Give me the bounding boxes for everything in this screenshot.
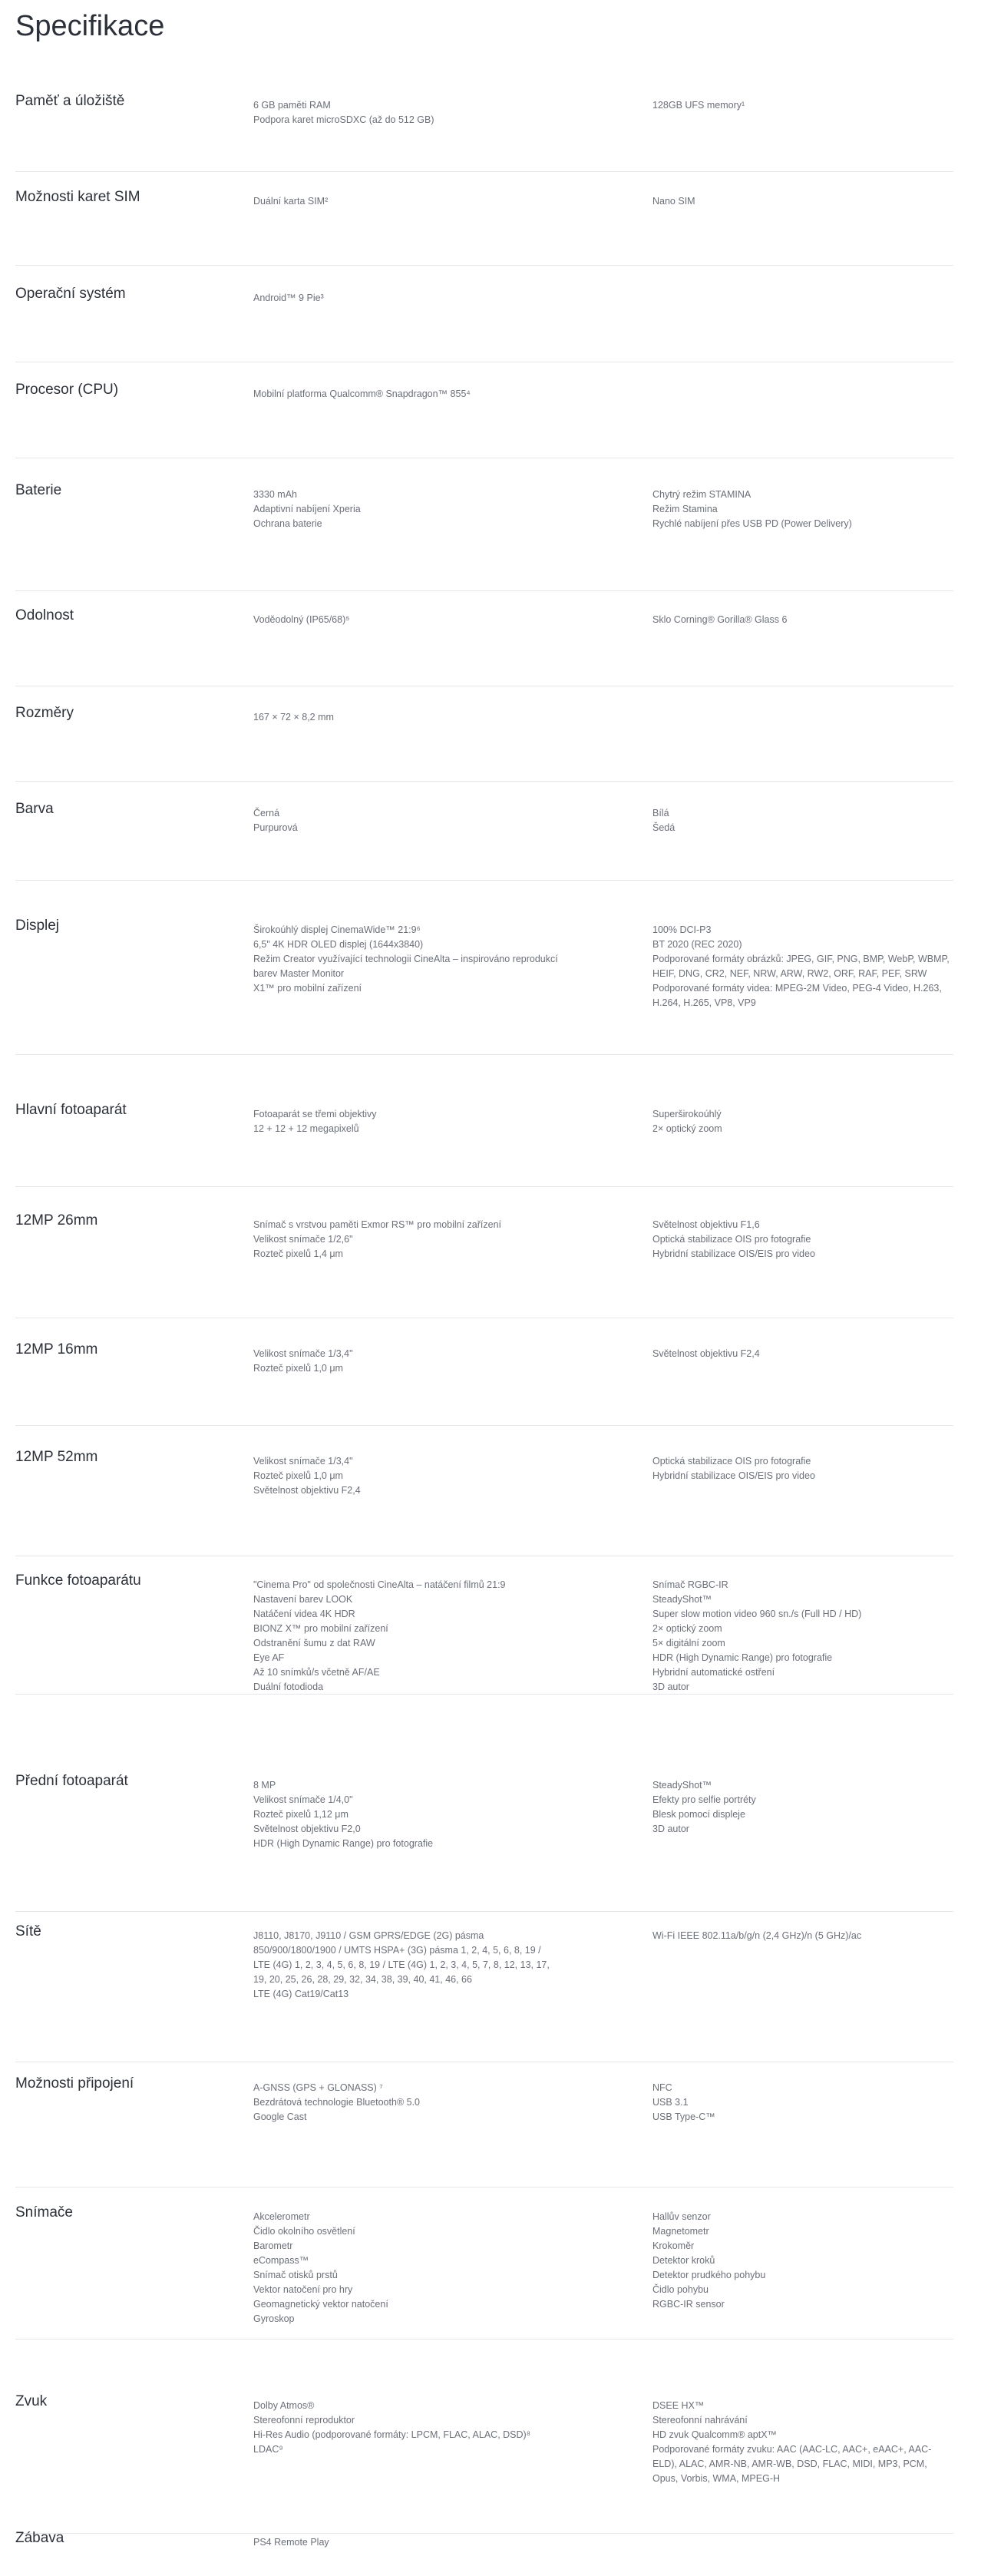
spec-label: Zvuk	[15, 2393, 48, 2409]
spec-label: Zábava	[15, 2530, 64, 2546]
spec-row-displej	[15, 915, 953, 1055]
spec-row-zvuk	[15, 2391, 953, 2534]
page-title: Specifikace	[15, 10, 165, 42]
spec-value-primary: Fotoaparát se třemi objektivy 12 + 12 + 12 megapixelů	[253, 1109, 377, 1134]
spec-value-primary: Snímač s vrstvou paměti Exmor RS™ pro mobilní zařízení Velikost snímače 1/2,6" Rozteč pixelů 1,4 μm	[253, 1219, 502, 1259]
spec-value-secondary: Sklo Corning® Gorilla® Glass 6	[652, 614, 788, 625]
spec-value-secondary: Bílá Šedá	[652, 808, 676, 833]
spec-label: Možnosti připojení	[15, 2075, 134, 2092]
spec-value-primary: 6 GB paměti RAM Podpora karet microSDXC (až do 512 GB)	[253, 100, 434, 125]
spec-label: Přední fotoaparát	[15, 1773, 128, 1789]
spec-row-funkce-fotoaparatu	[15, 1570, 953, 1695]
spec-value-secondary: Světelnost objektivu F1,6 Optická stabilizace OIS pro fotografie Hybridní stabilizace OIS/EIS pro video	[652, 1219, 815, 1259]
spec-value-primary: "Cinema Pro" od společnosti CineAlta – natáčení filmů 21:9 Nastavení barev LOOK Natáčení videa 4K HDR BIONZ X™ pro mobilní zařízení Odstranění šumu z dat RAW Eye AF Až 10 snímků/s včetně AF/AE Duální fotodioda	[253, 1579, 506, 1692]
spec-label: 12MP 26mm	[15, 1212, 98, 1228]
spec-value-primary: Android™ 9 Pie³	[253, 293, 324, 303]
spec-row-baterie	[15, 480, 953, 591]
spec-row-odolnost	[15, 605, 953, 686]
spec-row-zabava	[15, 2528, 953, 2574]
spec-label: Paměť a úložiště	[15, 93, 125, 109]
spec-label: Baterie	[15, 482, 62, 498]
spec-row-snimace	[15, 2202, 953, 2340]
spec-value-secondary: SteadyShot™ Efekty pro selfie portréty Blesk pomocí displeje 3D autor	[652, 1780, 756, 1834]
spec-label: Operační systém	[15, 286, 126, 302]
spec-value-secondary: DSEE HX™ Stereofonní nahrávání HD zvuk Qualcomm® aptX™ Podporované formáty zvuku: AAC (AAC-LC, AAC+, eAAC+, AAC-ELD), ALAC, AMR-NB, AMR-WB, DSD, FLAC, MIDI, MP3, PCM, Opus, Vorbis, WMA, MPEG-H	[652, 2400, 932, 2484]
spec-row-12mp-16mm	[15, 1339, 953, 1426]
spec-value-primary: Širokoúhlý displej CinemaWide™ 21:9⁶ 6,5" 4K HDR OLED displej (1644x3840) Režim Creator využívající technologii CineAlta – inspirováno reprodukcí barev Master Monitor X1™ pro mobilní zařízení	[253, 924, 558, 994]
spec-value-primary: Velikost snímače 1/3,4" Rozteč pixelů 1,0 μm	[253, 1348, 353, 1374]
spec-label: 12MP 52mm	[15, 1449, 98, 1465]
spec-label: Hlavní fotoaparát	[15, 1102, 127, 1118]
spec-label: Procesor (CPU)	[15, 382, 119, 398]
spec-value-primary: Dolby Atmos® Stereofonní reproduktor Hi-Res Audio (podporované formáty: LPCM, FLAC, ALAC, DSD)⁸ LDAC⁹	[253, 2400, 530, 2455]
spec-value-primary: Voděodolný (IP65/68)⁵	[253, 614, 350, 625]
spec-value-secondary: Hallův senzor Magnetometr Krokoměr Detektor kroků Detektor prudkého pohybu Čidlo pohybu RGBC-IR sensor	[652, 2211, 766, 2310]
spec-row-predni-fotoaparat	[15, 1771, 953, 1912]
spec-row-hlavni-fotoaparat	[15, 1100, 953, 1187]
spec-label: Sítě	[15, 1923, 41, 1939]
spec-value-secondary: Snímač RGBC-IR SteadyShot™ Super slow motion video 960 sn./s (Full HD / HD) 2× optický zoom 5× digitální zoom HDR (High Dynamic Range) pro fotografie Hybridní automatické ostření 3D autor	[652, 1579, 862, 1692]
spec-label: 12MP 16mm	[15, 1341, 98, 1357]
spec-label: Možnosti karet SIM	[15, 189, 140, 205]
spec-label: Barva	[15, 801, 54, 817]
spec-value-primary: J8110, J8170, J9110 / GSM GPRS/EDGE (2G) pásma 850/900/1800/1900 / UMTS HSPA+ (3G) pásma 1, 2, 4, 5, 6, 8, 19 / LTE (4G) 1, 2, 3, 4, 5, 6, 8, 19 / LTE (4G) 1, 2, 3, 4, 5, 7, 8, 12, 13, 17, 19, 20, 25, 26, 28, 29, 32, 34, 38, 39, 40, 41, 46, 66 LTE (4G) Cat19/Cat13	[253, 1930, 550, 1999]
spec-label: Displej	[15, 918, 60, 934]
spec-value-secondary: Superširokoúhlý 2× optický zoom	[652, 1109, 722, 1134]
spec-value-secondary: Wi-Fi IEEE 802.11a/b/g/n (2,4 GHz)/n (5 GHz)/ac	[652, 1930, 862, 1941]
spec-value-primary: Akcelerometr Čidlo okolního osvětlení Barometr eCompass™ Snímač otisků prstů Vektor natočení pro hry Geomagnetický vektor natočení Gyroskop	[253, 2211, 388, 2324]
spec-row-moznosti-pripojeni	[15, 2073, 953, 2187]
spec-row-pamet-a-uloziste	[15, 91, 953, 172]
spec-value-primary: Duální karta SIM²	[253, 196, 329, 207]
spec-value-secondary: Optická stabilizace OIS pro fotografie Hybridní stabilizace OIS/EIS pro video	[652, 1456, 815, 1481]
spec-value-secondary: Světelnost objektivu F2,4	[652, 1348, 760, 1359]
spec-row-rozmery	[15, 703, 953, 782]
spec-row-12mp-26mm	[15, 1210, 953, 1318]
spec-label: Snímače	[15, 2204, 73, 2221]
spec-value-primary: Mobilní platforma Qualcomm® Snapdragon™ 855⁴	[253, 389, 471, 399]
spec-value-primary: Velikost snímače 1/3,4" Rozteč pixelů 1,0 μm Světelnost objektivu F2,4	[253, 1456, 361, 1496]
spec-label: Odolnost	[15, 607, 74, 623]
spec-row-site	[15, 1921, 953, 2062]
spec-value-primary: 3330 mAh Adaptivní nabíjení Xperia Ochrana baterie	[253, 489, 361, 529]
spec-row-12mp-52mm	[15, 1447, 953, 1556]
spec-label: Funkce fotoaparátu	[15, 1572, 141, 1589]
spec-value-secondary: Chytrý režim STAMINA Režim Stamina Rychlé nabíjení přes USB PD (Power Delivery)	[652, 489, 852, 529]
spec-row-operacni-system	[15, 283, 953, 362]
spec-value-primary: 167 × 72 × 8,2 mm	[253, 712, 334, 723]
spec-row-moznosti-karet-sim	[15, 187, 953, 266]
spec-row-barva	[15, 799, 953, 881]
spec-value-primary: 8 MP Velikost snímače 1/4,0" Rozteč pixelů 1,12 μm Světelnost objektivu F2,0 HDR (High Dynamic Range) pro fotografie	[253, 1780, 434, 1849]
spec-value-secondary: NFC USB 3.1 USB Type-C™	[652, 2082, 715, 2122]
spec-row-procesor-cpu	[15, 379, 953, 458]
spec-label: Rozměry	[15, 705, 74, 721]
spec-value-secondary: Nano SIM	[652, 196, 695, 207]
spec-value-primary: PS4 Remote Play	[253, 2537, 329, 2548]
spec-value-secondary: 128GB UFS memory¹	[652, 100, 745, 111]
spec-value-secondary: 100% DCI-P3 BT 2020 (REC 2020) Podporované formáty obrázků: JPEG, GIF, PNG, BMP, WebP, WBMP, HEIF, DNG, CR2, NEF, NRW, ARW, RW2, ORF, RAF, PEF, SRW Podporované formáty videa: MPEG-2M Video, PEG-4 Video, H.263, H.264, H.265, VP8, VP9	[652, 924, 950, 1008]
spec-value-primary: A-GNSS (GPS + GLONASS) ⁷ Bezdrátová technologie Bluetooth® 5.0 Google Cast	[253, 2082, 420, 2122]
spec-value-primary: Černá Purpurová	[253, 808, 298, 833]
